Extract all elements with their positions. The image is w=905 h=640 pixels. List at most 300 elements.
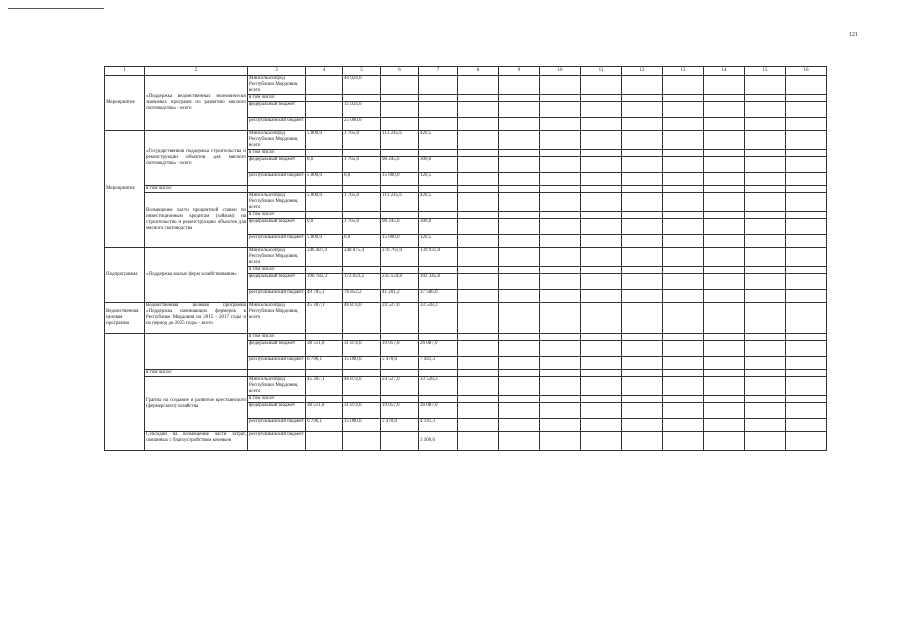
empty-cell bbox=[458, 186, 499, 193]
empty-cell bbox=[499, 334, 540, 341]
value-col-7 bbox=[419, 118, 458, 131]
empty-cell bbox=[663, 186, 704, 193]
value-col-7 bbox=[419, 267, 458, 274]
empty-cell bbox=[663, 248, 704, 267]
value-col-7: 33 528,3 bbox=[419, 303, 458, 334]
empty-cell bbox=[248, 186, 306, 193]
empty-cell bbox=[704, 267, 745, 274]
value-col-4: 5 800,0 bbox=[306, 173, 343, 186]
empty-cell bbox=[499, 76, 540, 95]
empty-cell bbox=[581, 267, 622, 274]
value-col-6: 24 527,0 bbox=[381, 303, 419, 334]
empty-cell bbox=[663, 341, 704, 357]
empty-cell bbox=[499, 248, 540, 267]
empty-cell bbox=[499, 357, 540, 370]
value-col-6 bbox=[381, 267, 419, 274]
value-col-5 bbox=[343, 150, 381, 157]
empty-cell bbox=[622, 267, 663, 274]
empty-cell bbox=[786, 357, 827, 370]
empty-cell bbox=[622, 150, 663, 157]
value-col-7: 120,5 bbox=[419, 235, 458, 248]
empty-cell bbox=[499, 341, 540, 357]
empty-cell bbox=[458, 248, 499, 267]
empty-cell bbox=[663, 219, 704, 235]
empty-cell bbox=[499, 95, 540, 102]
empty-cell bbox=[381, 186, 419, 193]
value-col-7: 7 441,3 bbox=[419, 357, 458, 370]
value-col-7 bbox=[419, 212, 458, 219]
empty-cell bbox=[786, 118, 827, 131]
empty-cell bbox=[343, 186, 381, 193]
empty-cell bbox=[663, 334, 704, 341]
empty-cell bbox=[622, 95, 663, 102]
header-cell-6: 6 bbox=[381, 67, 419, 76]
value-col-5: 31 874,0 bbox=[343, 403, 381, 419]
funding-source: республиканский бюджет bbox=[248, 173, 306, 186]
funding-source: федеральный бюджет bbox=[248, 274, 306, 290]
empty-cell bbox=[704, 186, 745, 193]
value-col-4: 6 796,1 bbox=[306, 357, 343, 370]
empty-cell bbox=[306, 370, 343, 377]
empty-cell bbox=[540, 235, 581, 248]
empty-cell bbox=[581, 341, 622, 357]
value-col-4: 38 511,0 bbox=[306, 403, 343, 419]
empty-cell bbox=[499, 212, 540, 219]
empty-cell bbox=[663, 403, 704, 419]
empty-cell bbox=[663, 193, 704, 212]
empty-cell bbox=[622, 102, 663, 118]
empty-cell bbox=[663, 267, 704, 274]
value-col-7 bbox=[419, 334, 458, 341]
table-row bbox=[105, 131, 827, 150]
empty-cell bbox=[540, 193, 581, 212]
value-col-6: 24 527,0 bbox=[381, 377, 419, 396]
empty-cell bbox=[458, 212, 499, 219]
empty-cell bbox=[786, 131, 827, 150]
value-col-6: 113 245,6 bbox=[381, 193, 419, 212]
value-col-5 bbox=[343, 334, 381, 341]
row-type: Мероприятие bbox=[105, 131, 145, 248]
empty-cell bbox=[745, 432, 786, 451]
empty-cell bbox=[745, 131, 786, 150]
empty-cell bbox=[745, 150, 786, 157]
empty-cell bbox=[786, 95, 827, 102]
empty-cell bbox=[745, 341, 786, 357]
value-col-5: 172 023,2 bbox=[343, 274, 381, 290]
value-col-4: 49 705,1 bbox=[306, 290, 343, 303]
empty-cell bbox=[622, 432, 663, 451]
header-row bbox=[105, 67, 827, 76]
empty-cell bbox=[540, 186, 581, 193]
header-cell-8: 8 bbox=[458, 67, 499, 76]
empty-cell bbox=[663, 370, 704, 377]
empty-cell bbox=[704, 131, 745, 150]
empty-cell bbox=[786, 274, 827, 290]
value-col-7: 420,5 bbox=[419, 193, 458, 212]
empty-cell bbox=[458, 377, 499, 396]
empty-cell bbox=[745, 118, 786, 131]
empty-cell bbox=[704, 370, 745, 377]
empty-cell bbox=[745, 419, 786, 432]
empty-cell bbox=[622, 157, 663, 173]
value-col-4: 0,0 bbox=[306, 157, 343, 173]
empty-cell bbox=[704, 396, 745, 403]
empty-cell bbox=[786, 396, 827, 403]
header-cell-2: 2 bbox=[145, 67, 248, 76]
value-col-5: 1 765,0 bbox=[343, 219, 381, 235]
value-col-7 bbox=[419, 95, 458, 102]
empty-cell bbox=[458, 432, 499, 451]
empty-cell bbox=[663, 274, 704, 290]
empty-cell bbox=[540, 219, 581, 235]
empty-cell bbox=[704, 290, 745, 303]
empty-cell bbox=[540, 95, 581, 102]
empty-cell bbox=[581, 290, 622, 303]
empty-cell bbox=[581, 102, 622, 118]
empty-cell bbox=[581, 377, 622, 396]
empty-cell bbox=[745, 274, 786, 290]
empty-cell bbox=[786, 290, 827, 303]
funding-source: в том числе: bbox=[248, 396, 306, 403]
value-col-4: 6 796,1 bbox=[306, 419, 343, 432]
empty-cell bbox=[745, 193, 786, 212]
empty-cell bbox=[458, 290, 499, 303]
value-col-6: 113 245,6 bbox=[381, 131, 419, 150]
empty-cell bbox=[105, 334, 145, 451]
row-type: Мероприятие bbox=[105, 76, 145, 131]
funding-source: федеральный бюджет bbox=[248, 102, 306, 118]
row-name: Субсидии на возмещение части затрат, связанных с благоустройством кочевьев bbox=[145, 432, 248, 451]
table-row bbox=[105, 377, 827, 396]
empty-cell bbox=[458, 235, 499, 248]
empty-cell bbox=[458, 95, 499, 102]
empty-cell bbox=[622, 403, 663, 419]
empty-cell bbox=[540, 377, 581, 396]
empty-cell bbox=[622, 357, 663, 370]
empty-cell bbox=[663, 290, 704, 303]
funding-source: Минсельхозпрод Республики Мордовия, всего bbox=[248, 303, 306, 334]
empty-cell bbox=[663, 118, 704, 131]
empty-cell bbox=[663, 150, 704, 157]
empty-cell bbox=[458, 303, 499, 334]
table-row bbox=[105, 303, 827, 334]
value-col-4: 196 782,3 bbox=[306, 274, 343, 290]
empty-cell bbox=[581, 370, 622, 377]
funding-source: федеральный бюджет bbox=[248, 341, 306, 357]
empty-cell bbox=[704, 341, 745, 357]
value-col-6 bbox=[381, 118, 419, 131]
empty-cell bbox=[540, 118, 581, 131]
value-col-7: 26 087,0 bbox=[419, 341, 458, 357]
empty-cell bbox=[786, 377, 827, 396]
value-col-5: 15 000,0 bbox=[343, 419, 381, 432]
empty-cell bbox=[458, 150, 499, 157]
empty-cell bbox=[704, 219, 745, 235]
funding-source: Минсельхозпрод Республики Мордовия, всего bbox=[248, 76, 306, 95]
empty-cell bbox=[458, 403, 499, 419]
value-col-7: 33 528,3 bbox=[419, 377, 458, 396]
empty-cell bbox=[306, 186, 343, 193]
empty-cell bbox=[622, 274, 663, 290]
value-col-6: 235 559,8 bbox=[381, 274, 419, 290]
value-col-7: 3 300,0 bbox=[419, 432, 458, 451]
empty-cell bbox=[622, 186, 663, 193]
value-col-4 bbox=[306, 267, 343, 274]
value-col-6: 5 470,0 bbox=[381, 357, 419, 370]
empty-cell bbox=[540, 157, 581, 173]
empty-cell bbox=[499, 235, 540, 248]
value-col-6: 98 245,6 bbox=[381, 219, 419, 235]
empty-cell bbox=[745, 396, 786, 403]
empty-cell bbox=[704, 157, 745, 173]
header-cell-10: 10 bbox=[540, 67, 581, 76]
value-col-6 bbox=[381, 76, 419, 95]
empty-cell bbox=[540, 357, 581, 370]
empty-cell bbox=[499, 157, 540, 173]
value-col-5: 1 765,0 bbox=[343, 157, 381, 173]
empty-cell bbox=[622, 76, 663, 95]
empty-cell bbox=[540, 274, 581, 290]
value-col-4: 5 800,0 bbox=[306, 235, 343, 248]
empty-cell bbox=[663, 432, 704, 451]
value-col-4 bbox=[306, 95, 343, 102]
value-col-5: 25 000,0 bbox=[343, 118, 381, 131]
empty-cell bbox=[745, 403, 786, 419]
empty-cell bbox=[581, 303, 622, 334]
value-col-4 bbox=[306, 150, 343, 157]
value-col-5 bbox=[343, 267, 381, 274]
value-col-4 bbox=[306, 118, 343, 131]
value-col-7: 300,0 bbox=[419, 219, 458, 235]
empty-cell bbox=[499, 396, 540, 403]
value-col-6 bbox=[381, 334, 419, 341]
empty-cell bbox=[458, 157, 499, 173]
row-name: Гранты на создание и развитие крестьянского (фермерского) хозяйства bbox=[145, 377, 248, 432]
funding-source: республиканский бюджет bbox=[248, 290, 306, 303]
empty-cell bbox=[540, 173, 581, 186]
value-col-4 bbox=[306, 396, 343, 403]
funding-source: федеральный бюджет bbox=[248, 403, 306, 419]
value-col-6 bbox=[381, 212, 419, 219]
header-cell-7: 7 bbox=[419, 67, 458, 76]
empty-cell bbox=[458, 219, 499, 235]
empty-cell bbox=[499, 173, 540, 186]
empty-cell bbox=[663, 212, 704, 219]
funding-source: республиканский бюджет bbox=[248, 357, 306, 370]
empty-cell bbox=[786, 235, 827, 248]
value-col-4: 45 307,1 bbox=[306, 303, 343, 334]
value-col-7 bbox=[419, 150, 458, 157]
empty-cell bbox=[540, 102, 581, 118]
empty-cell bbox=[581, 357, 622, 370]
empty-cell bbox=[622, 193, 663, 212]
empty-cell bbox=[343, 370, 381, 377]
empty-cell bbox=[581, 432, 622, 451]
empty-cell bbox=[458, 341, 499, 357]
empty-cell bbox=[622, 303, 663, 334]
empty-cell bbox=[540, 396, 581, 403]
empty-cell bbox=[663, 419, 704, 432]
empty-cell bbox=[248, 370, 306, 377]
empty-cell bbox=[786, 76, 827, 95]
empty-cell bbox=[499, 419, 540, 432]
value-col-4: 5 800,0 bbox=[306, 131, 343, 150]
empty-cell bbox=[704, 403, 745, 419]
funding-source: федеральный бюджет bbox=[248, 157, 306, 173]
empty-cell bbox=[499, 290, 540, 303]
empty-cell bbox=[581, 173, 622, 186]
empty-cell bbox=[745, 102, 786, 118]
empty-cell bbox=[704, 248, 745, 267]
empty-cell bbox=[786, 150, 827, 157]
empty-cell bbox=[581, 248, 622, 267]
funding-source: республиканский бюджет bbox=[248, 432, 306, 451]
header-cell-11: 11 bbox=[581, 67, 622, 76]
empty-cell bbox=[704, 150, 745, 157]
value-col-6 bbox=[381, 396, 419, 403]
empty-cell bbox=[540, 303, 581, 334]
empty-cell bbox=[540, 212, 581, 219]
funding-source: в том числе: bbox=[248, 334, 306, 341]
header-cell-3: 3 bbox=[248, 67, 306, 76]
value-col-5: 0,0 bbox=[343, 235, 381, 248]
empty-cell bbox=[786, 303, 827, 334]
empty-cell bbox=[622, 334, 663, 341]
value-col-4: 246 487,4 bbox=[306, 248, 343, 267]
empty-cell bbox=[458, 118, 499, 131]
value-col-6 bbox=[381, 150, 419, 157]
header-cell-1: 1 bbox=[105, 67, 145, 76]
empty-cell bbox=[499, 219, 540, 235]
row-name: Ведомственная целевая программа «Поддержка начинающих фермеров в Республике Мордовия на 2015 - 2017 годы и на период до 2025 года» - всего bbox=[145, 303, 248, 334]
empty-cell bbox=[458, 193, 499, 212]
value-col-6 bbox=[381, 95, 419, 102]
empty-cell bbox=[745, 290, 786, 303]
value-col-7: 37 586,0 bbox=[419, 290, 458, 303]
header-cell-5: 5 bbox=[343, 67, 381, 76]
empty-cell bbox=[786, 219, 827, 235]
empty-cell bbox=[704, 76, 745, 95]
funding-source: в том числе: bbox=[248, 267, 306, 274]
value-col-6: 98 245,6 bbox=[381, 157, 419, 173]
empty-cell bbox=[419, 370, 458, 377]
empty-cell bbox=[786, 186, 827, 193]
empty-cell bbox=[663, 173, 704, 186]
empty-cell bbox=[540, 131, 581, 150]
empty-cell bbox=[458, 419, 499, 432]
empty-cell bbox=[540, 76, 581, 95]
empty-cell bbox=[622, 248, 663, 267]
empty-cell bbox=[622, 212, 663, 219]
header-cell-15: 15 bbox=[745, 67, 786, 76]
empty-cell bbox=[622, 235, 663, 248]
empty-cell bbox=[745, 357, 786, 370]
empty-cell bbox=[622, 370, 663, 377]
value-col-6: 276 761,0 bbox=[381, 248, 419, 267]
value-col-6: 15 000,0 bbox=[381, 235, 419, 248]
empty-cell bbox=[622, 219, 663, 235]
empty-cell bbox=[581, 193, 622, 212]
value-col-4: 5 800,0 bbox=[306, 193, 343, 212]
empty-cell bbox=[458, 274, 499, 290]
empty-cell bbox=[745, 186, 786, 193]
empty-cell bbox=[581, 95, 622, 102]
value-col-5: 15 000,0 bbox=[343, 357, 381, 370]
value-col-7: 300,0 bbox=[419, 157, 458, 173]
value-col-6 bbox=[381, 432, 419, 451]
empty-cell bbox=[704, 118, 745, 131]
empty-cell bbox=[663, 303, 704, 334]
value-col-5: 1 765,0 bbox=[343, 193, 381, 212]
value-col-7: 120,5 bbox=[419, 173, 458, 186]
empty-cell bbox=[745, 76, 786, 95]
value-col-5: 31 874,0 bbox=[343, 341, 381, 357]
empty-cell bbox=[499, 131, 540, 150]
empty-cell bbox=[581, 334, 622, 341]
funding-source: Минсельхозпрод Республики Мордовия, всего bbox=[248, 193, 306, 212]
value-col-6: 19 057,0 bbox=[381, 341, 419, 357]
value-col-5: 0,0 bbox=[343, 173, 381, 186]
value-col-5: 40 924,0 bbox=[343, 76, 381, 95]
table-row bbox=[105, 186, 827, 193]
empty-cell bbox=[458, 334, 499, 341]
including-label: в том числе: bbox=[145, 370, 248, 377]
empty-cell bbox=[581, 186, 622, 193]
empty-cell bbox=[786, 102, 827, 118]
value-col-5: 46 874,0 bbox=[343, 377, 381, 396]
empty-cell bbox=[704, 212, 745, 219]
value-col-6: 5 470,0 bbox=[381, 419, 419, 432]
value-col-4 bbox=[306, 76, 343, 95]
value-col-5 bbox=[343, 95, 381, 102]
empty-cell bbox=[499, 102, 540, 118]
empty-cell bbox=[745, 303, 786, 334]
empty-cell bbox=[381, 370, 419, 377]
funding-source: республиканский бюджет bbox=[248, 235, 306, 248]
value-col-4: 38 511,0 bbox=[306, 341, 343, 357]
empty-cell bbox=[499, 432, 540, 451]
empty-cell bbox=[622, 131, 663, 150]
empty-cell bbox=[704, 235, 745, 248]
empty-cell bbox=[540, 432, 581, 451]
empty-cell bbox=[704, 274, 745, 290]
page-number: 121 bbox=[849, 32, 858, 38]
table-row bbox=[105, 334, 827, 341]
value-col-7: 420,5 bbox=[419, 131, 458, 150]
empty-cell bbox=[581, 157, 622, 173]
header-cell-12: 12 bbox=[622, 67, 663, 76]
value-col-6: 19 057,0 bbox=[381, 403, 419, 419]
value-col-4 bbox=[306, 212, 343, 219]
empty-cell bbox=[663, 396, 704, 403]
value-col-5 bbox=[343, 432, 381, 451]
empty-cell bbox=[786, 432, 827, 451]
empty-cell bbox=[704, 377, 745, 396]
empty-cell bbox=[745, 370, 786, 377]
value-col-5: 15 924,0 bbox=[343, 102, 381, 118]
empty-cell bbox=[581, 150, 622, 157]
value-col-7: 4 141,3 bbox=[419, 419, 458, 432]
empty-cell bbox=[786, 341, 827, 357]
table-row bbox=[105, 76, 827, 95]
empty-cell bbox=[540, 290, 581, 303]
empty-cell bbox=[499, 377, 540, 396]
empty-cell bbox=[745, 173, 786, 186]
empty-cell bbox=[663, 131, 704, 150]
funding-source: республиканский бюджет bbox=[248, 118, 306, 131]
empty-cell bbox=[499, 303, 540, 334]
empty-cell bbox=[499, 193, 540, 212]
